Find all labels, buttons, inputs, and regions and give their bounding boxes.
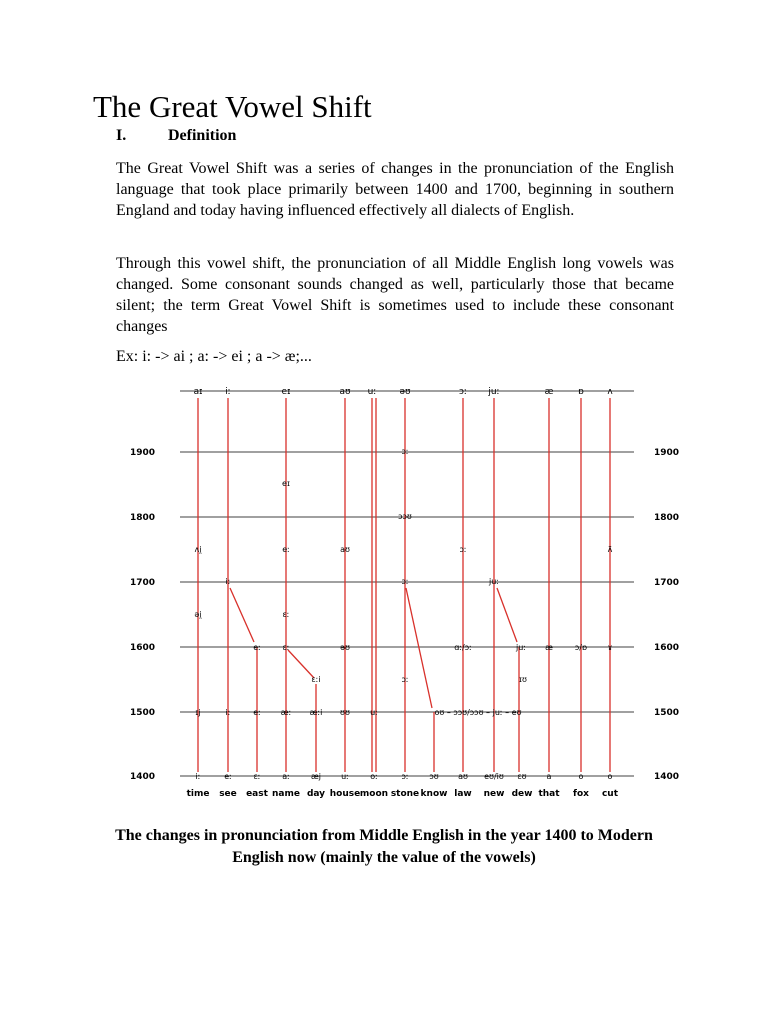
mid-label: ʌ̃ — [607, 545, 613, 554]
top-label: uː — [367, 387, 377, 397]
year-label: 1800 — [654, 513, 680, 523]
word-label: east — [246, 789, 268, 799]
bottom-label: aʊ — [458, 772, 468, 781]
mid-label: ɔː — [459, 545, 467, 554]
mid-label: ɔɔʊ — [398, 512, 412, 521]
row-1600-label: æ — [545, 643, 553, 652]
top-label: aʊ — [339, 387, 351, 397]
row-1500-label: ʊʊ — [340, 708, 350, 717]
bottom-vowel-labels — [196, 772, 613, 781]
bottom-label: o — [607, 772, 613, 781]
paragraph-consonants: Through this vowel shift, the pronunciation of all Middle English long vowels was changed. Some consonant sounds changed as well, particularly those that became silent; the term Great Vowel Shift is sometimes used to include these consonant changes — [116, 255, 674, 335]
row-1500-labels — [195, 708, 521, 717]
year-gridlines — [180, 452, 634, 776]
word-label: house — [329, 789, 361, 799]
word-label: cut — [601, 789, 619, 799]
word-label: see — [219, 789, 237, 799]
top-label: æ — [544, 387, 554, 397]
mid-label: ɔː — [401, 577, 409, 586]
mid-label: eɪ — [282, 479, 290, 488]
top-vowel-labels — [194, 387, 614, 397]
top-label: juː — [488, 387, 500, 397]
word-label: day — [306, 789, 326, 799]
bottom-label: o — [578, 772, 584, 781]
row-1600-labels — [253, 643, 612, 652]
bottom-label: ɔʊ — [429, 772, 439, 781]
mid-label: ɛː — [282, 610, 290, 619]
year-label: 1500 — [130, 708, 156, 718]
bottom-label: æj — [310, 772, 322, 781]
word-label: moon — [359, 789, 389, 799]
row-1500-label: ɪj — [195, 708, 201, 717]
bottom-label: ɔː — [401, 772, 409, 781]
word-label: that — [538, 789, 560, 799]
year-label: 1700 — [130, 578, 156, 588]
row-1600-label: ɑː/ɔː — [454, 643, 472, 652]
row-1500-label: uː — [370, 708, 378, 717]
mid-label: eː — [282, 545, 290, 554]
year-label: 1800 — [130, 513, 156, 523]
page-title: The Great Vowel Shift — [93, 89, 372, 124]
word-label: stone — [390, 789, 420, 799]
word-label: fox — [573, 789, 589, 799]
word-label: time — [186, 789, 210, 799]
bottom-label: eʊ/iʊ — [484, 772, 504, 781]
example-line: Ex: i: -> ai ; a: -> ei ; a -> æ;... — [116, 348, 312, 365]
section-title: Definition — [168, 127, 237, 144]
top-label: iː — [225, 387, 231, 397]
bottom-label: uː — [341, 772, 349, 781]
word-label: know — [420, 789, 448, 799]
word-label: dew — [511, 789, 533, 799]
bottom-label: eː — [224, 772, 232, 781]
row-1500-label: æː — [280, 708, 292, 717]
row-1500-label: æːi — [309, 708, 323, 717]
top-label: ɒ — [578, 387, 584, 397]
year-label: 1400 — [654, 772, 680, 782]
bottom-label: a — [546, 772, 552, 781]
top-label: aɪ — [193, 387, 203, 397]
row-1600-label: ɛː — [282, 643, 290, 652]
year-axis-left — [130, 448, 155, 782]
section-heading — [116, 127, 236, 145]
section-number: I. — [116, 127, 127, 144]
top-label: əʊ — [399, 387, 411, 397]
mid-label: iː — [225, 577, 231, 586]
word-label: new — [483, 789, 505, 799]
bottom-label: iː — [195, 772, 201, 781]
row-1500-label: iː — [225, 708, 231, 717]
year-label: 1600 — [654, 643, 680, 653]
year-label: 1900 — [654, 448, 680, 458]
bottom-label: aː — [282, 772, 290, 781]
top-label: eɪ — [281, 387, 291, 397]
mid-label: əi̯ — [194, 610, 202, 619]
bottom-label: ɛː — [253, 772, 261, 781]
row-1600-label: juː — [516, 643, 526, 652]
vowel-shift-diagram — [118, 384, 688, 804]
year-label: 1500 — [654, 708, 680, 718]
figure-caption: The changes in pronunciation from Middle English in the year 1400 to Modern English now (mainly the value of the vowels) — [115, 827, 653, 866]
bottom-label: ɛʊ — [517, 772, 527, 781]
mid-label: ɔː — [401, 675, 409, 684]
mid-label: ʌi̯ — [194, 545, 202, 554]
year-axis-right — [654, 448, 679, 782]
mid-label: aʊ — [340, 545, 350, 554]
top-label: ɔː — [459, 387, 467, 397]
mid-label: juː — [489, 577, 499, 586]
mid-label: ɔː — [401, 447, 409, 456]
row-1600-label: eː — [253, 643, 261, 652]
mid-label: ɛːi — [311, 675, 321, 684]
row-1600-label: ɤ — [607, 643, 613, 652]
paragraph-definition: The Great Vowel Shift was a series of changes in the pronunciation of the English language that took place primarily between 1400 and 1700, beginning in southern England and today having influenced effectively all dialects of English. — [116, 160, 674, 219]
top-label: ʌ — [607, 387, 613, 397]
word-label: law — [454, 789, 472, 799]
year-label: 1900 — [130, 448, 156, 458]
row-1500-label: eː — [253, 708, 261, 717]
row-1600-label: ɔ/ɒ — [574, 643, 588, 652]
year-label: 1400 — [130, 772, 156, 782]
year-label: 1600 — [130, 643, 156, 653]
row-1600-label: əʊ — [340, 643, 350, 652]
mid-label: ɪʊ — [519, 675, 527, 684]
row-1500-label: oʊ – ɔɔʊ/ɔɔʊ – juː – eʊ — [434, 708, 522, 717]
bottom-label: oː — [370, 772, 378, 781]
word-label: name — [272, 789, 300, 799]
year-label: 1700 — [654, 578, 680, 588]
word-labels — [187, 789, 619, 799]
